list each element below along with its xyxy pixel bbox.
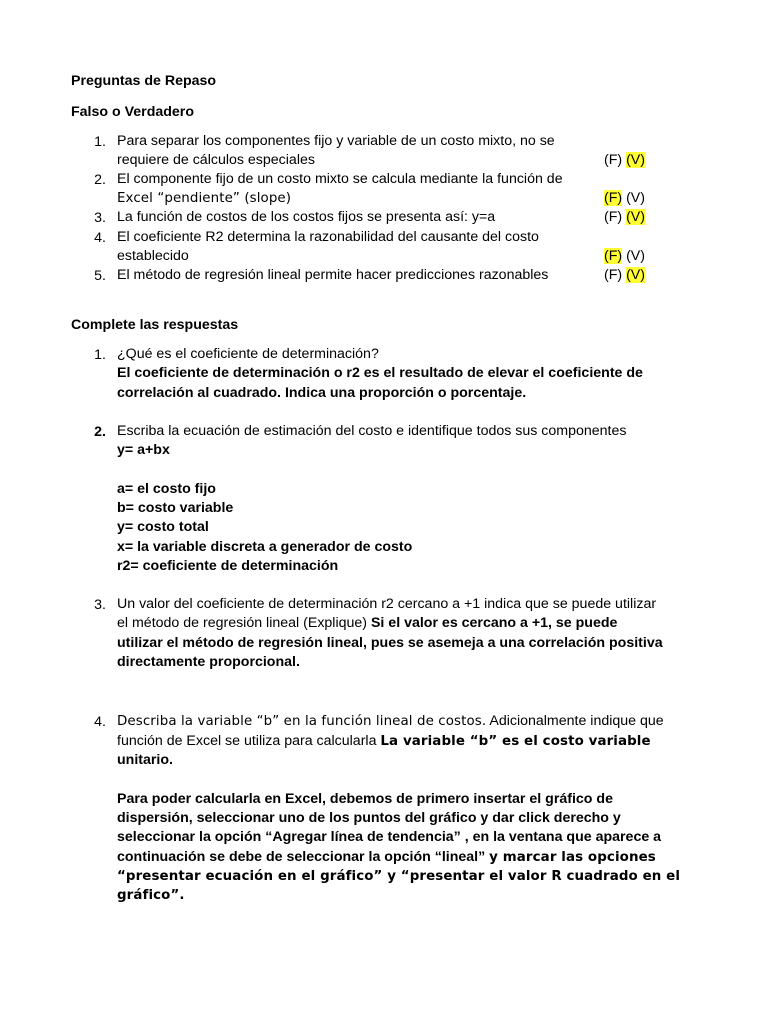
item-text-line: establecido [117,248,189,264]
component-text: a= el costo fijo [117,481,216,497]
item-number: 4. [94,230,106,246]
question-text-line: función de Excel se utiliza para calcularla La variable “b” es el costo variable [117,733,651,749]
excel-answer-text: “presentar ecuación en el gráfico” y “presentar el valor R cuadrado en el [117,869,681,884]
question-number: 1. [94,347,106,363]
answer-options: (F) (V) [604,248,645,264]
item-text-line: Para separar los componentes fijo y variable de un costo mixto, no se [117,133,555,149]
item-text-line: El método de regresión lineal permite hacer predicciones razonables [117,267,549,283]
component-text: b= costo variable [117,500,234,516]
equation-text: y= a+bx [117,442,170,458]
false-option-highlighted: (F) [604,248,623,264]
item-text-line: El coeficiente R2 determina la razonabilidad del causante del costo [117,229,539,245]
component-text: y= costo total [117,519,209,535]
true-option-highlighted: (V) [626,152,645,168]
item-number: 2. [94,172,106,188]
excel-answer-text: continuación se debe de seleccionar la opción “lineal” y marcar las opciones [117,849,656,865]
false-option-highlighted: (F) [604,190,623,206]
item-text-line: El componente fijo de un costo mixto se calcula mediante la función de [117,171,563,187]
answer-options: (F) (V) [604,267,645,283]
item-text-line: La función de costos de los costos fijos se presenta así: y=a [117,209,496,225]
excel-answer-text: Para poder calcularla en Excel, debemos de primero insertar el gráfico de [117,791,613,807]
question-text: ¿Qué es el coeficiente de determinación? [117,346,379,362]
question-number: 4. [94,714,106,730]
answer-text-inline: Si el valor es cercano a +1, se puede [370,615,618,631]
question-text-line: el método de regresión lineal (Explique) Si el valor es cercano a +1, se puede [117,615,618,631]
question-text: Escriba la ecuación de estimación del costo e identifique todos sus componentes [117,423,627,439]
component-text: r2= coeficiente de determinación [117,558,339,574]
answer-text: utilizar el método de regresión lineal, pues se asemeja a una correlación positiva [117,635,663,651]
question-text: Un valor del coeficiente de determinación r2 cercano a +1 indica que se puede utilizar [117,596,657,612]
item-number: 1. [94,134,106,150]
page-title: Preguntas de Repaso [71,73,217,89]
true-option-highlighted: (V) [626,209,645,225]
answer-text-inline: La variable “b” es el costo variable [380,734,651,749]
answer-options: (F) (V) [604,209,645,225]
question-number: 2. [94,424,106,440]
excel-answer-text: seleccionar la opción “Agregar línea de tendencia” , en la ventana que aparece a [117,829,662,845]
item-text-line: requiere de cálculos especiales [117,152,315,168]
question-number: 3. [94,597,106,613]
false-option: (F) (V) [604,152,645,168]
item-number: 3. [94,210,106,226]
answer-text: directamente proporcional. [117,654,300,670]
answer-text: El coeficiente de determinación o r2 es el resultado de elevar el coeficiente de [117,365,643,381]
section-heading-complete: Complete las respuestas [71,317,239,333]
answer-text: unitario. [117,752,173,768]
section-heading-true-false: Falso o Verdadero [71,104,194,120]
item-text-line: Excel “pendiente” (slope) [117,191,292,206]
question-text-line: Describa la variable “b” en la función lineal de costos. Adicionalmente indique que [117,713,664,729]
item-number: 5. [94,268,106,284]
answer-text: correlación al cuadrado. Indica una proporción o porcentaje. [117,385,527,401]
component-text: x= la variable discreta a generador de costo [117,539,413,555]
excel-answer-text: dispersión, seleccionar uno de los puntos del gráfico y dar click derecho y [117,810,621,826]
excel-answer-text: gráfico”. [117,888,185,903]
answer-options: (F) (V) [604,190,645,206]
true-option-highlighted: (V) [626,267,645,283]
